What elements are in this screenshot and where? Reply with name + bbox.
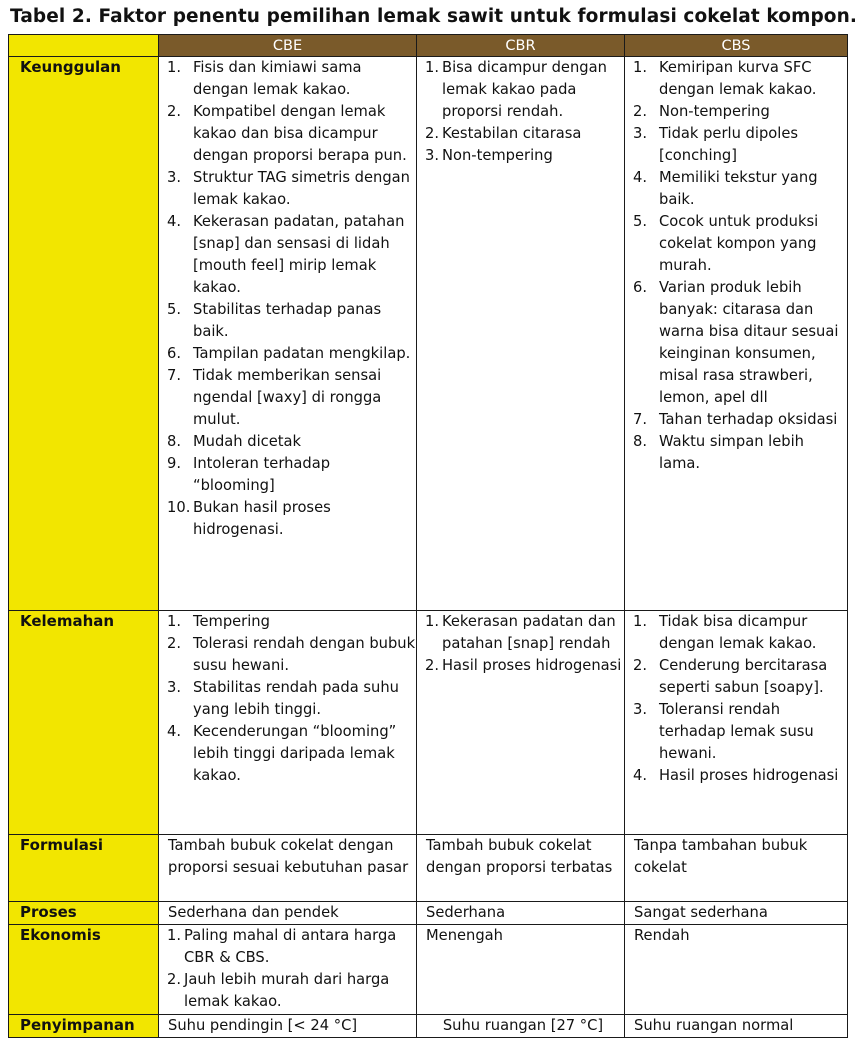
list-item-number: 6. (633, 279, 648, 296)
header-corner (9, 35, 159, 57)
cell-formulasi-cbe (159, 835, 417, 902)
column-header-cbs: CBS (625, 35, 848, 57)
list-item-text: Kemiripan kurva SFC dengan lemak kakao. (659, 59, 817, 98)
list-item-text: Kekerasan padatan dan patahan [snap] rendah (442, 613, 616, 652)
cell-text: Sederhana dan pendek (168, 904, 339, 921)
list-item (625, 765, 847, 787)
list-item-text: Waktu simpan lebih lama. (659, 433, 804, 472)
list-item-number: 3. (633, 701, 648, 718)
list-item-number: 6. (167, 345, 182, 362)
comparison-table (8, 34, 848, 1038)
list-item (625, 101, 847, 123)
cell-text: Tambah bubuk cokelat dengan proporsi sesuai kebutuhan pasar (168, 837, 409, 876)
cell-keunggulan-cbe (159, 57, 417, 611)
row-label-kelemahan: Kelemahan (9, 611, 159, 835)
column-header-cbr: CBR (417, 35, 625, 57)
cell-formulasi-cbs (625, 835, 848, 902)
cell-kelemahan-cbs (625, 611, 848, 835)
list-item-text: Stabilitas rendah pada suhu yang lebih tinggi. (193, 679, 399, 718)
list-item (159, 721, 416, 787)
list-item-number: 8. (167, 433, 182, 450)
list-item-text: Bukan hasil proses hidrogenasi. (193, 499, 331, 538)
list-item-number: 1. (633, 613, 648, 630)
list-item-number: 2. (633, 103, 648, 120)
list-item-number: 2. (425, 125, 440, 142)
cell-ekonomis-cbe (159, 925, 417, 1015)
list-item (159, 167, 416, 211)
row-label-keunggulan: Keunggulan (9, 57, 159, 611)
list-item-text: Tampilan padatan mengkilap. (193, 345, 411, 362)
row-proses (9, 902, 848, 925)
list-item (159, 633, 416, 677)
cell-text: Tambah bubuk cokelat dengan proporsi terbatas (426, 837, 613, 876)
list-item-number: 9. (167, 455, 182, 472)
list-item-number: 7. (167, 367, 182, 384)
list-item-text: Tolerasi rendah dengan bubuk susu hewani. (193, 635, 416, 674)
list-item-number: 1. (633, 59, 648, 76)
row-label-formulasi: Formulasi (9, 835, 159, 902)
row-label-penyimpanan: Penyimpanan (9, 1015, 159, 1038)
list-item-number: 4. (633, 169, 648, 186)
list-item (159, 611, 416, 633)
list-item-text: Intoleran terhadap “blooming] (193, 455, 331, 494)
list-item (159, 925, 416, 969)
list-item (417, 145, 624, 167)
cell-text: Suhu ruangan normal (634, 1017, 794, 1034)
list-item (159, 497, 416, 541)
cell-penyimpanan-cbr (417, 1015, 625, 1038)
list-item-number: 1. (425, 613, 440, 630)
list-item-text: Tidak perlu dipoles [conching] (659, 125, 799, 164)
cell-text: Suhu ruangan [27 °C] (442, 1017, 604, 1034)
list-item-number: 8. (633, 433, 648, 450)
list-item (159, 211, 416, 299)
cell-ekonomis-cbs (625, 925, 848, 1015)
list-item-number: 3. (167, 169, 182, 186)
list-item-number: 1. (167, 613, 182, 630)
list-item (625, 699, 847, 765)
list-item (159, 101, 416, 167)
list-item-text: Paling mahal di antara harga CBR & CBS. (184, 927, 397, 966)
cell-text: Suhu pendingin [< 24 °C] (168, 1017, 358, 1034)
list-item-text: Mudah dicetak (193, 433, 302, 450)
list-item-text: Kestabilan citarasa (442, 125, 582, 142)
list-item (625, 611, 847, 655)
list-item-text: Toleransi rendah terhadap lemak susu hewani. (659, 701, 814, 762)
list-item-text: Jauh lebih murah dari harga lemak kakao. (184, 971, 390, 1010)
list-item-text: Bisa dicampur dengan lemak kakao pada proporsi rendah. (442, 59, 607, 120)
list-item (625, 167, 847, 211)
cell-proses-cbe (159, 902, 417, 925)
list-item-number: 3. (633, 125, 648, 142)
list-item (417, 57, 624, 123)
cell-keunggulan-cbr (417, 57, 625, 611)
list-item-number: 2. (167, 635, 182, 652)
row-kelemahan (9, 611, 848, 835)
cell-ekonomis-cbr (417, 925, 625, 1015)
list-item (625, 431, 847, 475)
list-item (159, 677, 416, 721)
list-item-text: Non-tempering (659, 103, 770, 120)
list-item-number: 1. (167, 59, 182, 76)
list-item (625, 409, 847, 431)
cell-proses-cbs (625, 902, 848, 925)
list-item (159, 969, 416, 1013)
list-item-text: Varian produk lebih banyak: citarasa dan warna bisa ditaur sesuai keinginan konsumen, misal rasa strawberi, lemon, apel dll (659, 279, 839, 406)
cell-text: Menengah (426, 927, 503, 944)
list-item-number: 2. (633, 657, 648, 674)
row-formulasi (9, 835, 848, 902)
list-item-number: 4. (167, 723, 182, 740)
row-penyimpanan (9, 1015, 848, 1038)
header-row (9, 35, 848, 57)
list-item-text: Cocok untuk produksi cokelat kompon yang murah. (659, 213, 819, 274)
list-item (625, 123, 847, 167)
cell-text: Tanpa tambahan bubuk cokelat (634, 837, 808, 876)
list-item-number: 3. (167, 679, 182, 696)
list-item-text: Fisis dan kimiawi sama dengan lemak kakao. (193, 59, 362, 98)
list-item (159, 365, 416, 431)
list-item-text: Tidak bisa dicampur dengan lemak kakao. (659, 613, 817, 652)
list-item (625, 57, 847, 101)
cell-text: Sangat sederhana (634, 904, 768, 921)
cell-keunggulan-cbs (625, 57, 848, 611)
list-item (625, 211, 847, 277)
column-header-cbe: CBE (159, 35, 417, 57)
list-item-number: 5. (633, 213, 648, 230)
cell-text: Sederhana (426, 904, 506, 921)
list-item-text: Hasil proses hidrogenasi (659, 767, 839, 784)
list-item (159, 343, 416, 365)
list-item (159, 431, 416, 453)
list-item-number: 10. (167, 499, 191, 516)
cell-text: Rendah (634, 927, 690, 944)
list-item-number: 7. (633, 411, 648, 428)
list-item-text: Struktur TAG simetris dengan lemak kakao. (193, 169, 410, 208)
list-item-text: Hasil proses hidrogenasi (442, 657, 622, 674)
row-label-proses: Proses (9, 902, 159, 925)
list-item (417, 611, 624, 655)
list-item-number: 1. (167, 927, 182, 944)
list-item (417, 655, 624, 677)
list-item-number: 2. (167, 971, 182, 988)
cell-proses-cbr (417, 902, 625, 925)
list-item-text: Kecenderungan “blooming” lebih tinggi daripada lemak kakao. (193, 723, 397, 784)
list-item-text: Tahan terhadap oksidasi (659, 411, 838, 428)
list-item-number: 1. (425, 59, 440, 76)
list-item (159, 453, 416, 497)
list-item (625, 277, 847, 409)
table-title: Tabel 2. Faktor penentu pemilihan lemak sawit untuk formulasi cokelat kompon. (10, 6, 858, 27)
cell-kelemahan-cbe (159, 611, 417, 835)
list-item-number: 3. (425, 147, 440, 164)
list-item-number: 5. (167, 301, 182, 318)
row-label-ekonomis: Ekonomis (9, 925, 159, 1015)
list-item-number: 2. (425, 657, 440, 674)
list-item-text: Non-tempering (442, 147, 553, 164)
cell-formulasi-cbr (417, 835, 625, 902)
list-item (417, 123, 624, 145)
list-item (625, 655, 847, 699)
list-item (159, 299, 416, 343)
list-item-number: 2. (167, 103, 182, 120)
list-item-text: Kompatibel dengan lemak kakao dan bisa dicampur dengan proporsi berapa pun. (193, 103, 407, 164)
cell-penyimpanan-cbe (159, 1015, 417, 1038)
list-item-text: Tidak memberikan sensai ngendal [waxy] di rongga mulut. (193, 367, 382, 428)
list-item-text: Tempering (193, 613, 270, 630)
list-item-text: Cenderung bercitarasa seperti sabun [soapy]. (659, 657, 828, 696)
cell-kelemahan-cbr (417, 611, 625, 835)
list-item-text: Stabilitas terhadap panas baik. (193, 301, 382, 340)
cell-penyimpanan-cbs (625, 1015, 848, 1038)
list-item-number: 4. (167, 213, 182, 230)
list-item (159, 57, 416, 101)
list-item-text: Memiliki tekstur yang baik. (659, 169, 818, 208)
list-item-number: 4. (633, 767, 648, 784)
row-ekonomis (9, 925, 848, 1015)
list-item-text: Kekerasan padatan, patahan [snap] dan sensasi di lidah [mouth feel] mirip lemak kakao. (193, 213, 405, 296)
row-keunggulan (9, 57, 848, 611)
